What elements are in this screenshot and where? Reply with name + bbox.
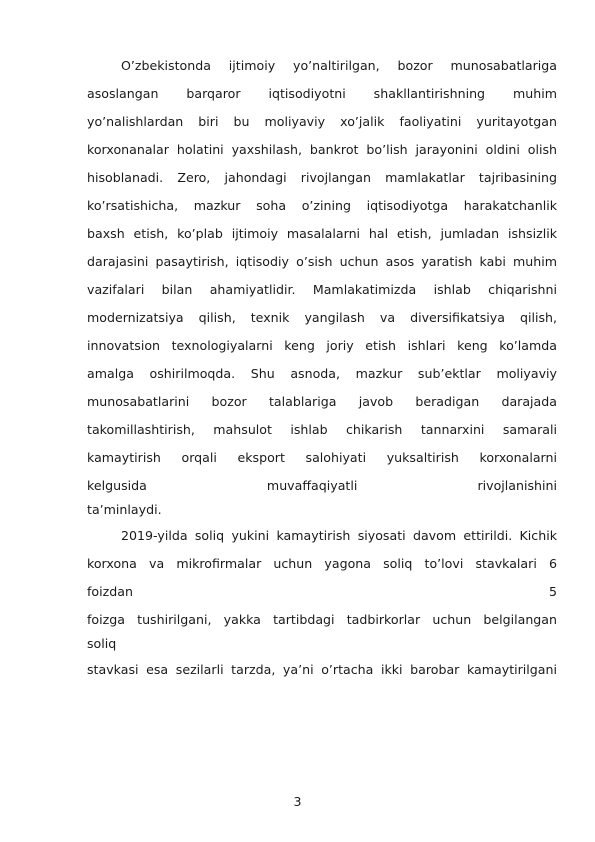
paragraph-line: korxonanalar holatini yaxshilash, bankrot bo’lish jarayonini oldini olish bbox=[87, 142, 557, 157]
paragraph-line: darajasini pasaytirish, iqtisodiy o’sish uchun asos yaratish kabi muhim bbox=[87, 254, 557, 269]
page-number: 3 bbox=[293, 794, 302, 809]
paragraph-line: ko’rsatishicha, mazkur soha o’zining iqtisodiyotga harakatchanlik bbox=[87, 198, 557, 213]
paragraph-line: kamaytirish orqali eksport salohiyati yuksaltirish korxonalarni bbox=[87, 450, 557, 465]
paragraph-line: 5 bbox=[548, 584, 557, 599]
paragraph-line: amalga oshirilmoqda. Shu asnoda, mazkur sub’ektlar moliyaviy bbox=[87, 366, 557, 381]
paragraph-line: 2019-yilda soliq yukini kamaytirish siyosati davom ettirildi. Kichik bbox=[121, 528, 557, 543]
paragraph-line: korxona va mikrofirmalar uchun yagona soliq to’lovi stavkalari 6 bbox=[87, 556, 557, 571]
paragraph-line: takomillashtirish, mahsulot ishlab chikarish tannarxini samarali bbox=[87, 422, 557, 437]
paragraph-line: modernizatsiya qilish, texnik yangilash va diversifikatsiya qilish, bbox=[87, 310, 557, 325]
paragraph-line: vazifalari bilan ahamiyatlidir. Mamlakatimizda ishlab chiqarishni bbox=[87, 282, 557, 297]
paragraph-line: yo’nalishlardan biri bu moliyaviy xo’jalik faoliyatini yuritayotgan bbox=[87, 114, 557, 129]
paragraph-line: foizga tushirilgani, yakka tartibdagi tadbirkorlar uchun belgilangan bbox=[87, 612, 557, 627]
paragraph-line: innovatsion texnologiyalarni keng joriy etish ishlari keng ko’lamda bbox=[87, 338, 557, 353]
paragraph-line: baxsh etish, ko’plab ijtimoiy masalalarni hal etish, jumladan ishsizlik bbox=[87, 226, 557, 241]
paragraph-line: O’zbekistonda ijtimoiy yo’naltirilgan, bozor munosabatlariga bbox=[121, 58, 557, 73]
paragraph-line: kelgusida muvaffaqiyatli rivojlanishini bbox=[87, 478, 557, 493]
paragraph-line: foizdan bbox=[87, 584, 133, 599]
paragraph-line: soliq bbox=[87, 636, 117, 651]
paragraph-line: hisoblanadi. Zero, jahondagi rivojlangan mamlakatlar tajribasining bbox=[87, 170, 557, 185]
paragraph-line: munosabatlarini bozor talablariga javob beradigan darajada bbox=[87, 394, 557, 409]
paragraph-line: stavkasi esa sezilarli tarzda, ya’ni o’rtacha ikki barobar kamaytirilgani bbox=[87, 662, 557, 677]
paragraph-line: asoslangan barqaror iqtisodiyotni shakllantirishning muhim bbox=[87, 86, 557, 101]
paragraph-line: ta’minlaydi. bbox=[87, 502, 162, 517]
